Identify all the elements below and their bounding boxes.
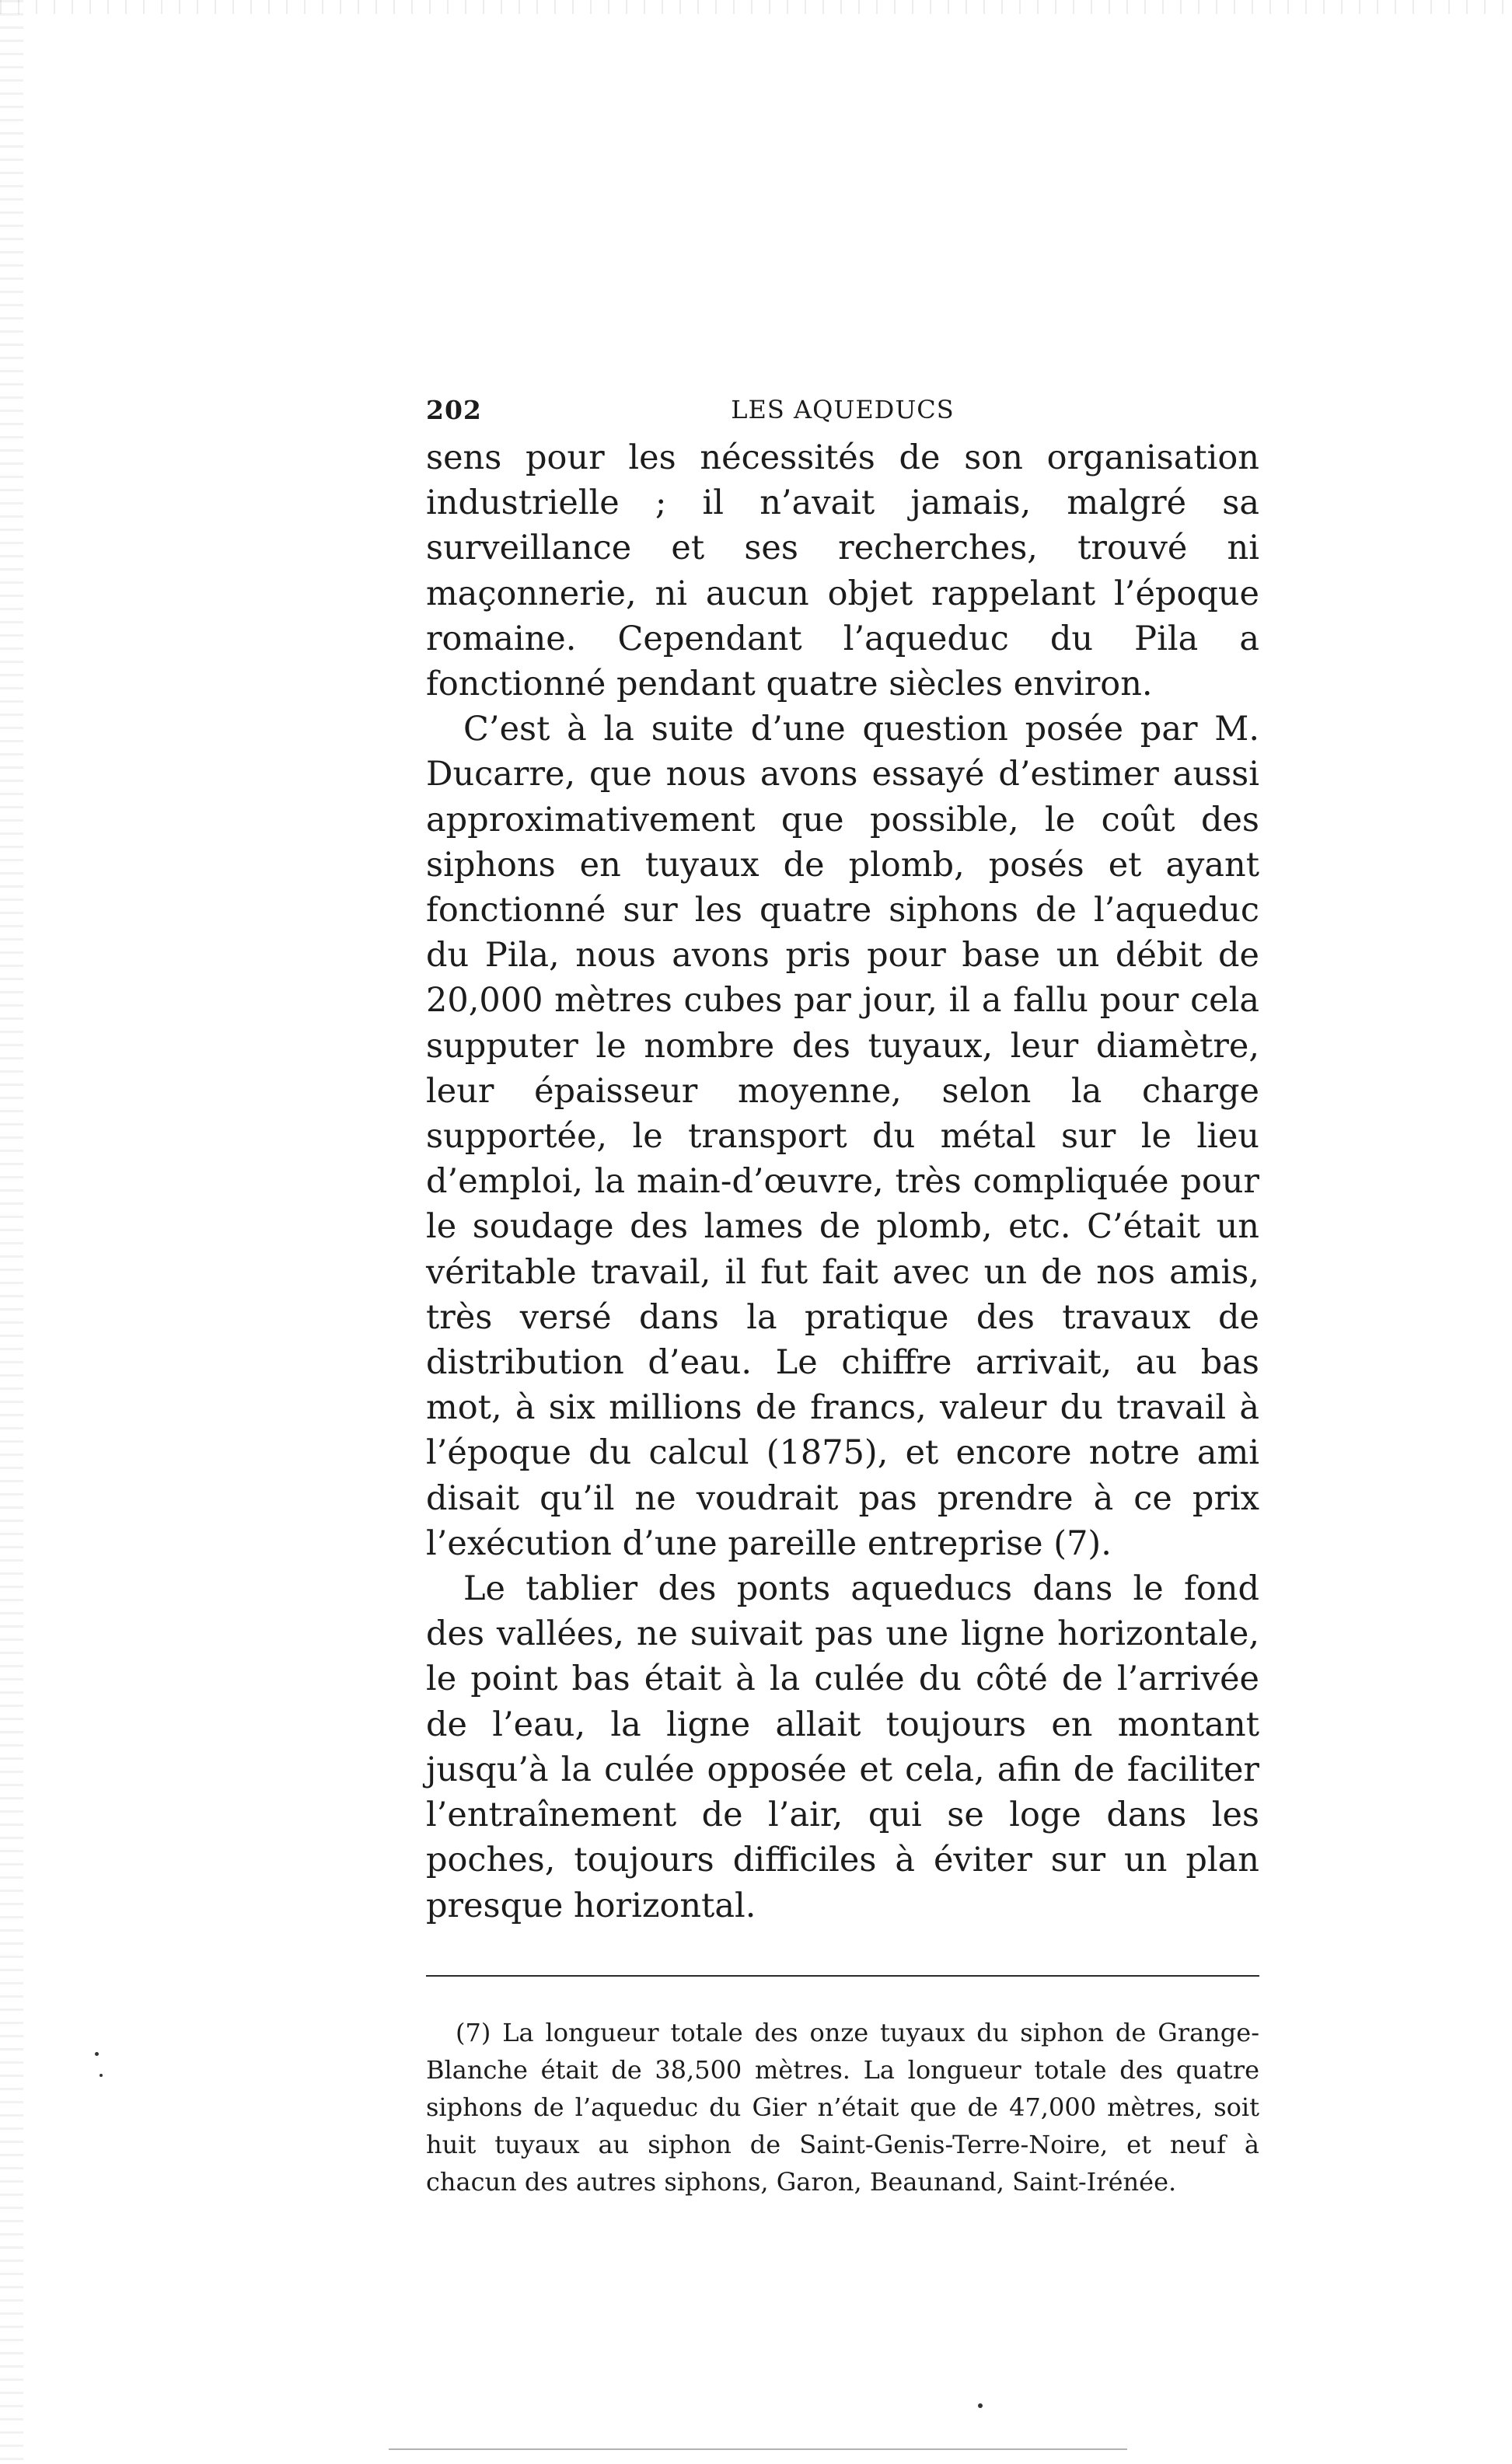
running-title: LES AQUEDUCS (731, 395, 955, 424)
page-number: 202 (426, 395, 482, 425)
scan-speck (978, 2403, 983, 2408)
scan-speck (100, 2074, 103, 2077)
scan-edge-noise (0, 0, 23, 2464)
body-text (426, 435, 1259, 1928)
footnote (426, 2014, 1259, 2200)
footnote-rule (426, 1975, 1259, 1977)
paragraph-1: sens pour les nécessités de son organisation industrielle ; il n’avait jamais, malgré sa surveillance et ses recherches, trouvé ni maçonnerie, ni aucun objet rappelant l’époque romaine. Cependant l’aqueduc du Pila a fonctionné pendant quatre siècles environ. (426, 438, 1259, 704)
page-header (426, 389, 1259, 435)
text-column (426, 389, 1259, 2200)
paragraph-3: Le tablier des ponts aqueducs dans le fond des vallées, ne suivait pas une ligne horizontale, le point bas était à la culée du côté de l’arrivée de l’eau, la ligne allait toujours en montant jusqu’à la culée opposée et cela, afin de faciliter l’entraînement de l’air, qui se loge dans les poches, toujours difficiles à éviter sur un plan presque horizontal. (426, 1569, 1259, 1925)
scan-bottom-edge (389, 2448, 1127, 2450)
scan-top-noise (0, 0, 1512, 14)
paragraph-2: C’est à la suite d’une question posée par M. Ducarre, que nous avons essayé d’estimer aussi approximativement que possible, le coût des siphons en tuyaux de plomb, posés et ayant fonctionné sur les quatre siphons de l’aqueduc du Pila, nous avons pris pour base un débit de 20,000 mètres cubes par jour, il a fallu pour cela supputer le nombre des tuyaux, leur diamètre, leur épaisseur moyenne, selon la charge supportée, le transport du métal sur le lieu d’emploi, la main-d’œuvre, très compliquée pour le soudage des lames de plomb, etc. C’était un véritable travail, il fut fait avec un de nos amis, très versé dans la pratique des travaux de distribution d’eau. Le chiffre arrivait, au bas mot, à six millions de francs, valeur du travail à l’époque du calcul (1875), et encore notre ami disait qu’il ne voudrait pas prendre à ce prix l’exécution d’une pareille entreprise (7). (426, 710, 1259, 1563)
scan-speck (95, 2052, 99, 2056)
footnote-text: (7) La longueur totale des onze tuyaux du siphon de Grange-Blanche était de 38,500 mètres. La longueur totale des quatre siphons de l’aqueduc du Gier n’était que de 47,000 mètres, soit huit tuyaux au siphon de Saint-Genis-Terre-Noire, et neuf à chacun des autres siphons, Garon, Beaunand, Saint-Irénée. (426, 2017, 1259, 2197)
